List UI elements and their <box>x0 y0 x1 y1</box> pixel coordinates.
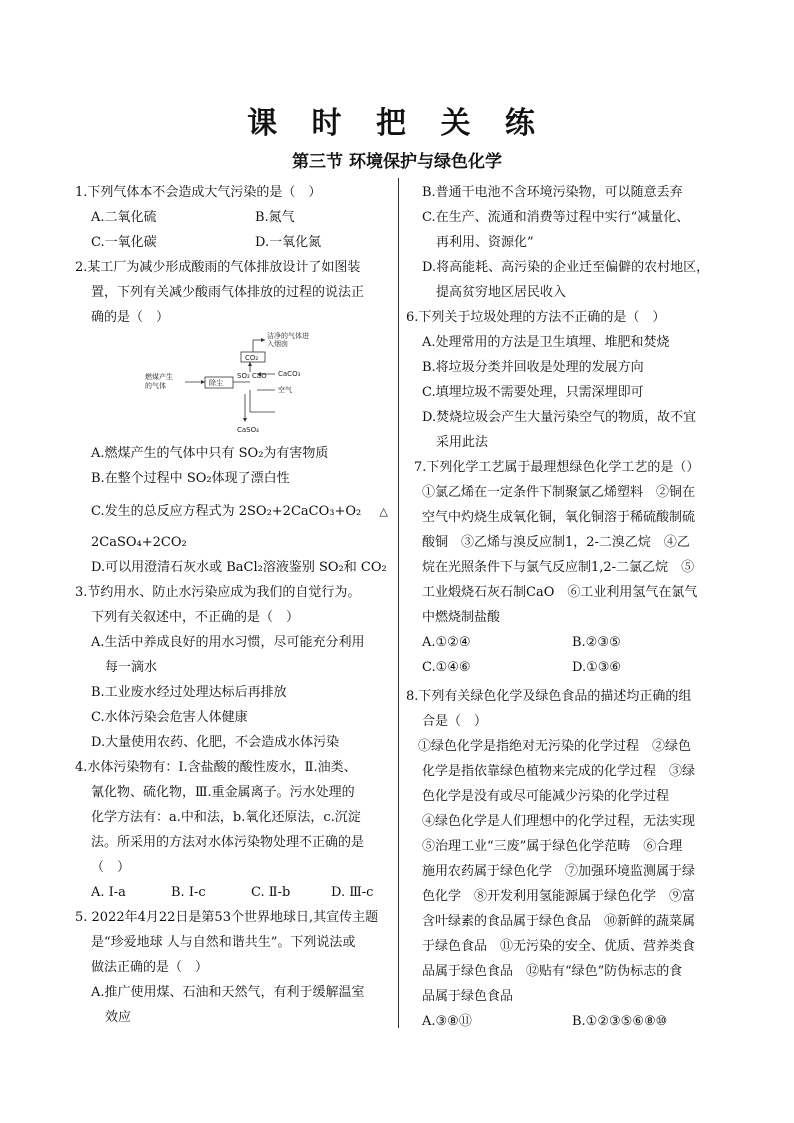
clean-gas-label-1: 洁净的气体进 <box>267 332 309 340</box>
option-a: A.处理常用的方法是卫生填埋、堆肥和焚烧 <box>422 335 670 350</box>
question-8-cont: 合是（ ） <box>422 714 488 729</box>
option-c-equation: C.发生的总反应方程式为 2SO₂+2CaCO₃+O₂ <box>91 504 362 519</box>
question-8-item-2: 化学是指依靠绿色植物来完成的化学过程 ③绿 <box>422 764 696 779</box>
question-7-cont-3: 酸铜 ③乙烯与溴反应制1，2-二溴乙烷 ④乙 <box>422 535 690 550</box>
option-a: A.推广使用煤、石油和天然气，有利于缓解温室 <box>91 985 365 1000</box>
option-b: B.将垃圾分类并回收是处理的发展方向 <box>422 360 644 375</box>
gas-in-label-2: 的气体 <box>145 382 166 390</box>
question-7-options-2 <box>406 655 736 680</box>
question-7-cont: ①氯乙烯在一定条件下制聚氯乙烯塑料 ②铜在 <box>422 485 696 500</box>
question-1-options-2 <box>75 230 397 255</box>
question-4-cont-3: 法。所采用的方法对水体污染物处理不正确的是 <box>91 835 365 850</box>
option-c: C.在生产、流通和消费等过程中实行“减量化、 <box>422 210 690 225</box>
option-b: B.普通干电池不含环境污染物，可以随意丢弃 <box>422 185 683 200</box>
option-a: A.燃煤产生的气体中只有 SO₂为有害物质 <box>91 446 329 461</box>
heat-condition: △ <box>379 505 388 518</box>
question-1: 1.下列气体本不会造成大气污染的是（ ） <box>75 185 322 200</box>
question-5-cont-2: 做法正确的是（ ） <box>91 960 209 975</box>
question-1-options <box>75 205 397 230</box>
option-b: B.在整个过程中 SO₂体现了漂白性 <box>91 471 290 486</box>
question-8-item-1: ①绿色化学是指绝对无污染的化学过程 ②绿色 <box>418 739 692 754</box>
question-8-item-6: 施用农药属于绿色化学 ⑦加强环境监测属于绿 <box>422 864 696 879</box>
option-b: B.②③⑤ <box>572 635 621 650</box>
clean-gas-label-2: 入烟囱 <box>267 340 288 348</box>
question-8-item-5: ⑤治理工业“三废”属于绿色化学范畴 ⑥合理 <box>422 839 683 854</box>
page-title: 课 时 把 关 练 <box>247 106 547 141</box>
process-diagram-svg <box>145 332 345 437</box>
question-8: 8.下列有关绿色化学及绿色食品的描述均正确的组 <box>406 689 692 704</box>
option-d: D. Ⅲ-c <box>331 885 374 900</box>
option-c: C.①④⑥ <box>422 660 471 675</box>
question-7-cont-2: 空气中灼烧生成氧化铜，氧化铜溶于稀硫酸制硫 <box>422 510 696 525</box>
option-c: C.一氧化碳 <box>91 235 157 250</box>
option-d: D.焚烧垃圾会产生大量污染空气的物质，故不宜 <box>422 410 697 425</box>
so2-cao-label: SO₂ CaO <box>237 372 267 380</box>
option-a: A.生活中养成良好的用水习惯，尽可能充分利用 <box>91 635 365 650</box>
option-b: B.氮气 <box>255 210 295 225</box>
question-8-item-11: 品属于绿色食品 <box>422 989 514 1004</box>
caso4-label: CaSO₄ <box>237 426 259 434</box>
left-column <box>75 180 397 1030</box>
option-d-cont: 采用此法 <box>436 435 489 450</box>
right-column <box>406 180 736 1034</box>
option-c <box>75 499 397 524</box>
option-c: C.填埋垃圾不需要处理，只需深埋即可 <box>422 385 644 400</box>
question-7-cont-4: 烷在光照条件下与氯气反应制1,2-二氯乙烷 ⑤ <box>422 560 695 575</box>
question-8-item-8: 含叶绿素的食品属于绿色食品 ⑩新鲜的蔬菜属 <box>422 914 696 929</box>
question-4-options <box>75 880 397 905</box>
question-5-cont: 是“珍爱地球 人与自然和谐共生”。下列说法或 <box>91 935 356 950</box>
option-a: A.①②④ <box>422 635 471 650</box>
question-6: 6.下列关于垃圾处理的方法不正确的是（ ） <box>406 310 666 325</box>
question-4: 4.水体污染物有：Ⅰ.含盐酸的酸性废水，Ⅱ.油类、 <box>75 760 357 775</box>
air-label: 空气 <box>278 386 292 394</box>
column-divider <box>398 178 399 1028</box>
option-c: C. Ⅱ-b <box>251 885 291 900</box>
option-b: B.①②③⑤⑥⑧⑩ <box>572 1014 668 1029</box>
question-4-cont-4: （ ） <box>91 860 131 875</box>
section-title: 第三节 环境保护与绿色化学 <box>292 152 502 172</box>
question-3-cont: 下列有关叙述中，不正确的是（ ） <box>91 610 300 625</box>
gas-in-label-1: 燃煤产生 <box>145 373 173 381</box>
option-a: A.二氧化硫 <box>91 210 157 225</box>
question-2-cont: 置，下列有关减少酸雨气体排放的过程的说法正 <box>91 285 365 300</box>
option-d: D.一氧化氮 <box>255 235 322 250</box>
question-8-item-7: 色化学 ⑧开发利用氢能源属于绿色化学 ⑨富 <box>422 889 696 904</box>
dust-label: 除尘 <box>209 379 223 387</box>
question-8-item-10: 品属于绿色食品 ⑫贴有“绿色”防伪标志的食 <box>422 964 683 979</box>
option-a-cont: 效应 <box>105 1010 132 1025</box>
question-2-cont-2: 确的是（ ） <box>91 310 170 325</box>
option-d-cont: 提高贫穷地区居民收入 <box>436 285 567 300</box>
option-d: D.大量使用农药、化肥，不会造成水体污染 <box>91 735 340 750</box>
question-7-cont-5: 工业煅烧石灰石制CaO ⑥工业利用氢气在氯气 <box>422 585 698 600</box>
option-b: B. Ⅰ-c <box>171 885 206 900</box>
option-d: D.将高能耗、高污染的企业迁至偏僻的农村地区， <box>422 260 710 275</box>
question-8-item-3: 色化学是没有或尽可能减少污染的化学过程 <box>422 789 670 804</box>
question-7-options <box>406 630 736 655</box>
option-b: B.工业废水经过处理达标后再排放 <box>91 685 287 700</box>
option-d: D.①③⑥ <box>572 660 622 675</box>
question-4-cont: 氰化物、硫化物，Ⅲ.重金属离子。污水处理的 <box>91 785 355 800</box>
option-c-cont: 再利用、资源化” <box>436 235 534 250</box>
option-c-products: 2CaSO₄+2CO₂ <box>91 535 187 550</box>
option-a-cont: 每一滴水 <box>105 660 158 675</box>
caco3-label: CaCO₃ <box>278 370 301 378</box>
process-diagram <box>145 332 345 437</box>
option-c: C.水体污染会危害人体健康 <box>91 710 248 725</box>
question-7-cont-6: 中燃烧制盐酸 <box>422 610 501 625</box>
option-a: A. Ⅰ-a <box>91 885 126 900</box>
question-8-item-9: 于绿色食品 ⑪无污染的安全、优质、营养类食 <box>422 939 696 954</box>
question-7: 7.下列化学工艺属于最理想绿色化学工艺的是（） <box>414 460 700 475</box>
question-8-options <box>406 1009 736 1034</box>
question-8-item-4: ④绿色化学是人们理想中的化学过程，无法实现 <box>422 814 696 829</box>
question-3: 3.节约用水、防止水污染应成为我们的自觉行为。 <box>75 585 361 600</box>
option-d: D.可以用澄清石灰水或 BaCl₂溶液鉴别 SO₂和 CO₂ <box>91 560 387 575</box>
co2-label: CO₂ <box>245 354 259 362</box>
question-2: 2.某工厂为减少形成酸雨的气体排放设计了如图装 <box>75 260 361 275</box>
question-4-cont-2: 化学方法有：a.中和法，b.氧化还原法，c.沉淀 <box>91 810 361 825</box>
option-a: A.③⑧⑪ <box>422 1014 472 1029</box>
question-5: 5. 2022年4月22日是第53个世界地球日,其宣传主题 <box>75 910 379 925</box>
